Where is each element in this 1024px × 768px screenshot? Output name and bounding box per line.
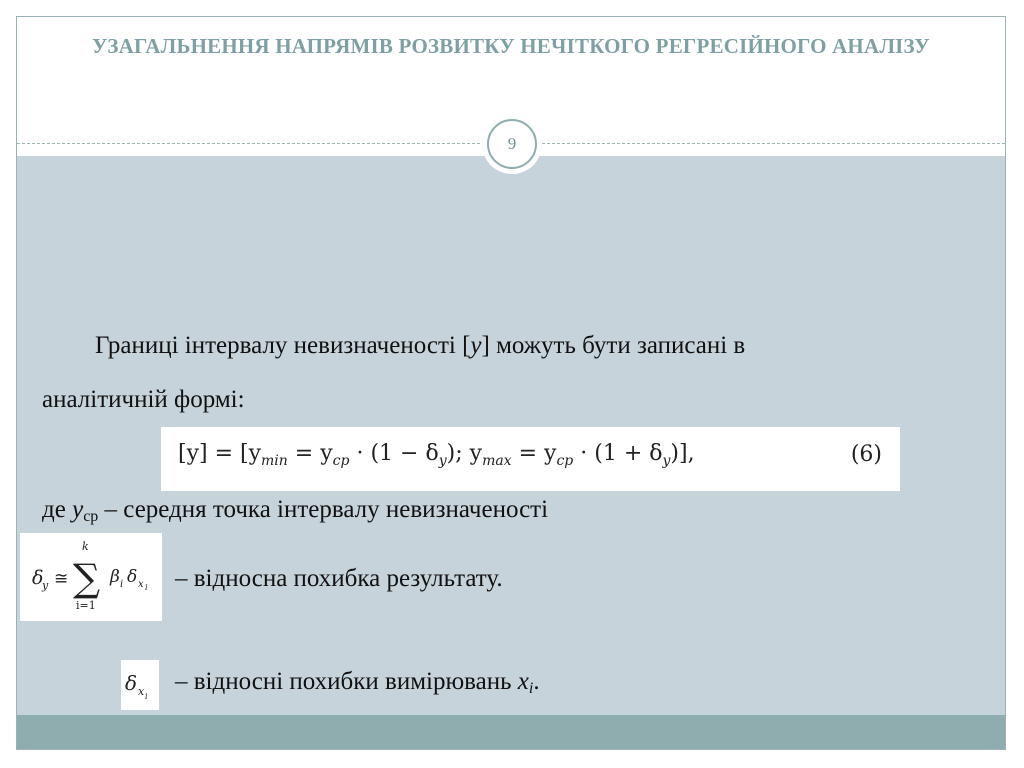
delta-x-subsub: i xyxy=(145,692,148,701)
page-number: 9 xyxy=(487,119,537,169)
content-area xyxy=(17,156,1005,715)
paragraph-line-3 xyxy=(42,496,548,526)
delta-lhs-sub: y xyxy=(42,579,49,592)
line1-text-a: Границі інтервалу невизначеності [ xyxy=(95,332,471,359)
beta-sub: i xyxy=(120,579,124,590)
sum-lower: i=1 xyxy=(76,599,96,612)
line3-var-y: y xyxy=(72,496,84,523)
delta-x-symbol: δ xyxy=(125,671,138,695)
formula-number: (6) xyxy=(850,442,882,467)
delta-sum-svg xyxy=(20,533,162,621)
formula-seg: = y xyxy=(287,441,333,466)
delta-rhs-sub: x xyxy=(138,579,144,590)
delta-lhs: δ xyxy=(32,567,44,589)
paragraph-line-2: аналітичній формі: xyxy=(42,386,245,413)
line5-text: – відносні похибки вимірювань xyxy=(175,668,518,695)
line3-rest: – середня точка інтервалу невизначеності xyxy=(98,496,549,523)
formula-seg: ); y xyxy=(446,441,483,466)
slide-title: УЗАГАЛЬНЕННЯ НАПРЯМІВ РОЗВИТКУ НЕЧІТКОГО РЕГРЕСІЙНОГО АНАЛІЗУ xyxy=(92,34,930,58)
formula-seg: [y] = [y xyxy=(178,441,262,466)
formula-seg: · (1 + δ xyxy=(573,441,663,466)
formula-sub: y xyxy=(438,453,447,469)
paragraph-line-1 xyxy=(95,332,745,360)
slide-frame xyxy=(16,16,1006,750)
line3-prefix: де xyxy=(42,496,73,523)
delta-x-formula xyxy=(121,660,159,710)
sum-symbol: ∑ xyxy=(73,556,101,600)
formula-seg: · (1 − δ xyxy=(349,441,439,466)
page-number-badge xyxy=(482,114,542,174)
formula-expression xyxy=(178,441,695,469)
formula-6 xyxy=(161,427,900,491)
formula-sub: max xyxy=(482,453,512,469)
formula-sub: cp xyxy=(332,453,350,469)
delta-x-sub: x xyxy=(138,685,145,698)
formula-seg: )], xyxy=(670,441,695,466)
formula-sub: min xyxy=(261,453,288,469)
footer-band xyxy=(17,715,1005,749)
line3-sub: ср xyxy=(83,508,99,525)
approx-symbol: ≅ xyxy=(54,569,69,589)
paragraph-line-4: – відносна похибка результату. xyxy=(175,565,503,592)
delta-rhs: δ xyxy=(127,567,138,587)
delta-rhs-subsub: i xyxy=(145,583,148,592)
line5-end: . xyxy=(533,668,540,695)
formula-seg: = y xyxy=(511,441,557,466)
paragraph-line-5 xyxy=(175,668,540,698)
delta-sum-formula xyxy=(20,533,162,621)
formula-sub: y xyxy=(662,453,671,469)
sum-upper: k xyxy=(82,540,89,553)
line1-text-b: ] можуть бути записані в xyxy=(481,332,746,359)
beta-symbol: β xyxy=(110,567,120,587)
delta-x-svg xyxy=(121,660,159,710)
line1-var-y: y xyxy=(470,332,482,359)
line5-sub: i xyxy=(528,680,534,697)
formula-sub: cp xyxy=(556,453,574,469)
line5-var-x: x xyxy=(517,668,529,695)
